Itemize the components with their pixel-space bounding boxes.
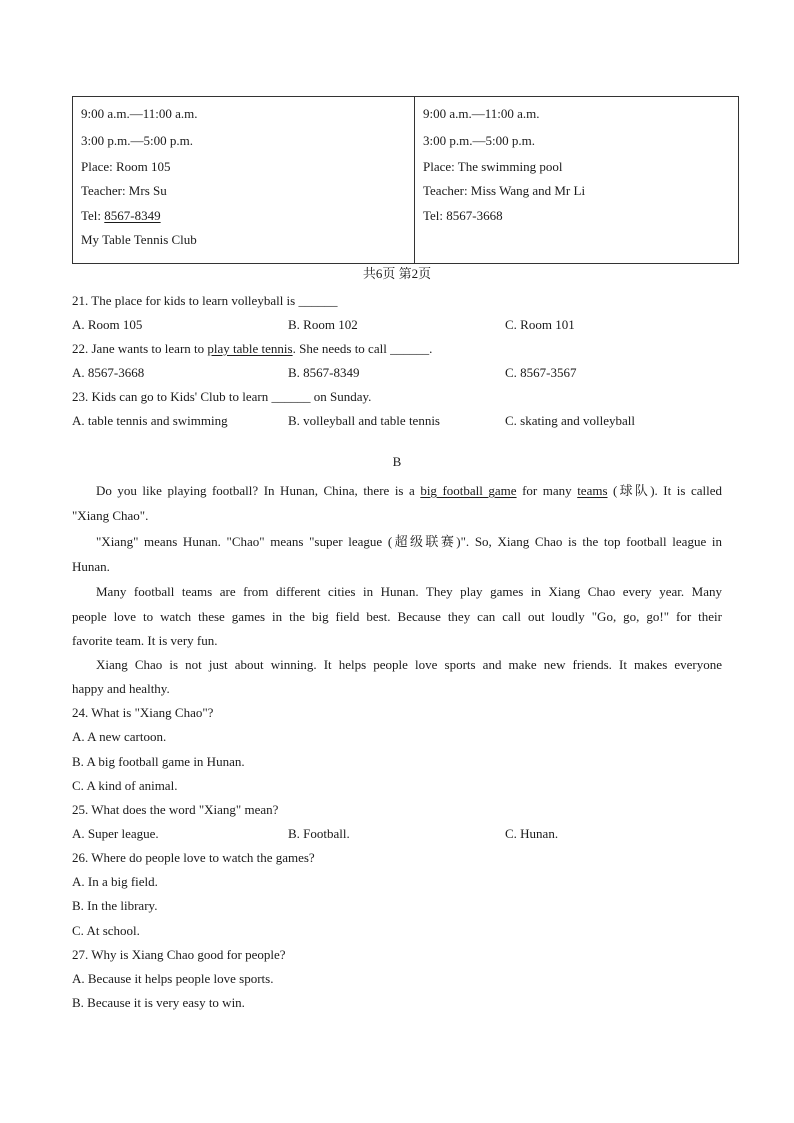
q25-option-b: B. Football. <box>288 826 350 841</box>
q27-option-b: B. Because it is very easy to win. <box>72 995 245 1010</box>
q23-option-b: B. volleyball and table tennis <box>288 413 440 428</box>
page-number: 共6页 第2页 <box>362 266 432 281</box>
q26-option-a: A. In a big field. <box>72 874 158 889</box>
place-text: Place: The swimming pool <box>423 159 563 174</box>
question-23: 23. Kids can go to Kids' Club to learn ______ on Sunday. <box>72 389 372 404</box>
q25-option-c: C. Hunan. <box>505 826 559 841</box>
q27-option-a: A. Because it helps people love sports. <box>72 971 274 986</box>
club-info-table <box>72 96 739 264</box>
tel-line <box>81 208 161 224</box>
tel-text: Tel: 8567-3668 <box>423 208 503 223</box>
question-22 <box>72 340 432 358</box>
q22-stem-pre: 22. Jane wants to learn to <box>72 341 208 356</box>
q22-option-b: B. 8567-8349 <box>288 365 360 380</box>
question-24: 24. What is "Xiang Chao"? <box>72 705 214 720</box>
q24-option-c: C. A kind of animal. <box>72 778 178 793</box>
q22-stem-underlined: play table tennis <box>207 341 293 356</box>
teacher-text: Teacher: Mrs Su <box>81 183 167 198</box>
underlined-word: teams <box>577 483 608 498</box>
passage-line: "Xiang" means Hunan. "Chao" means "super league (超级联赛)". So, Xiang Chao is the top football league in <box>96 534 722 549</box>
tel-label: Tel: <box>81 208 105 223</box>
passage-line: "Xiang Chao". <box>72 508 149 523</box>
time-afternoon: 3:00 p.m.—5:00 p.m. <box>423 133 535 148</box>
q22-option-a: A. 8567-3668 <box>72 365 145 380</box>
q21-option-a: A. Room 105 <box>72 317 143 332</box>
teacher-text: Teacher: Miss Wang and Mr Li <box>423 183 586 198</box>
passage-line <box>96 482 722 500</box>
table-tennis-club-cell <box>73 97 415 263</box>
tel-number: 8567-8349 <box>104 208 161 223</box>
time-morning: 9:00 a.m.—11:00 a.m. <box>81 106 198 121</box>
place-text: Place: Room 105 <box>81 159 171 174</box>
underlined-phrase: big football game <box>420 483 517 498</box>
q26-option-b: B. In the library. <box>72 898 158 913</box>
text-run: (球队). It is called <box>607 483 722 498</box>
q24-option-a: A. A new cartoon. <box>72 729 167 744</box>
question-25: 25. What does the word "Xiang" mean? <box>72 802 279 817</box>
passage-line: Xiang Chao is not just about winning. It helps people love sports and make new friends. It makes everyone <box>96 657 722 672</box>
question-27: 27. Why is Xiang Chao good for people? <box>72 947 286 962</box>
q23-option-c: C. skating and volleyball <box>505 413 635 428</box>
passage-line: happy and healthy. <box>72 681 170 696</box>
time-afternoon: 3:00 p.m.—5:00 p.m. <box>81 133 193 148</box>
text-run: Do you like playing football? In Hunan, China, there is a <box>96 483 421 498</box>
q26-option-c: C. At school. <box>72 923 140 938</box>
question-21: 21. The place for kids to learn volleyball is ______ <box>72 293 338 308</box>
question-26: 26. Where do people love to watch the games? <box>72 850 315 865</box>
q21-option-c: C. Room 101 <box>505 317 575 332</box>
text-run: for many <box>516 483 578 498</box>
passage-line: people love to watch these games in the big field best. Because they can call out loudly "Go, go, go!" for their <box>72 609 722 624</box>
passage-line: Hunan. <box>72 559 110 574</box>
q23-option-a: A. table tennis and swimming <box>72 413 228 428</box>
q22-option-c: C. 8567-3567 <box>505 365 577 380</box>
q21-option-b: B. Room 102 <box>288 317 358 332</box>
passage-line: Many football teams are from different cities in Hunan. They play games in Xiang Chao every year. Many <box>96 584 722 599</box>
q25-option-a: A. Super league. <box>72 826 159 841</box>
q22-stem-post: . She needs to call ______. <box>292 341 433 356</box>
time-morning: 9:00 a.m.—11:00 a.m. <box>423 106 540 121</box>
swimming-club-cell <box>415 97 738 263</box>
club-name: My Table Tennis Club <box>81 232 197 247</box>
passage-line: favorite team. It is very fun. <box>72 633 218 648</box>
q24-option-b: B. A big football game in Hunan. <box>72 754 245 769</box>
section-b-title: B <box>392 454 402 469</box>
